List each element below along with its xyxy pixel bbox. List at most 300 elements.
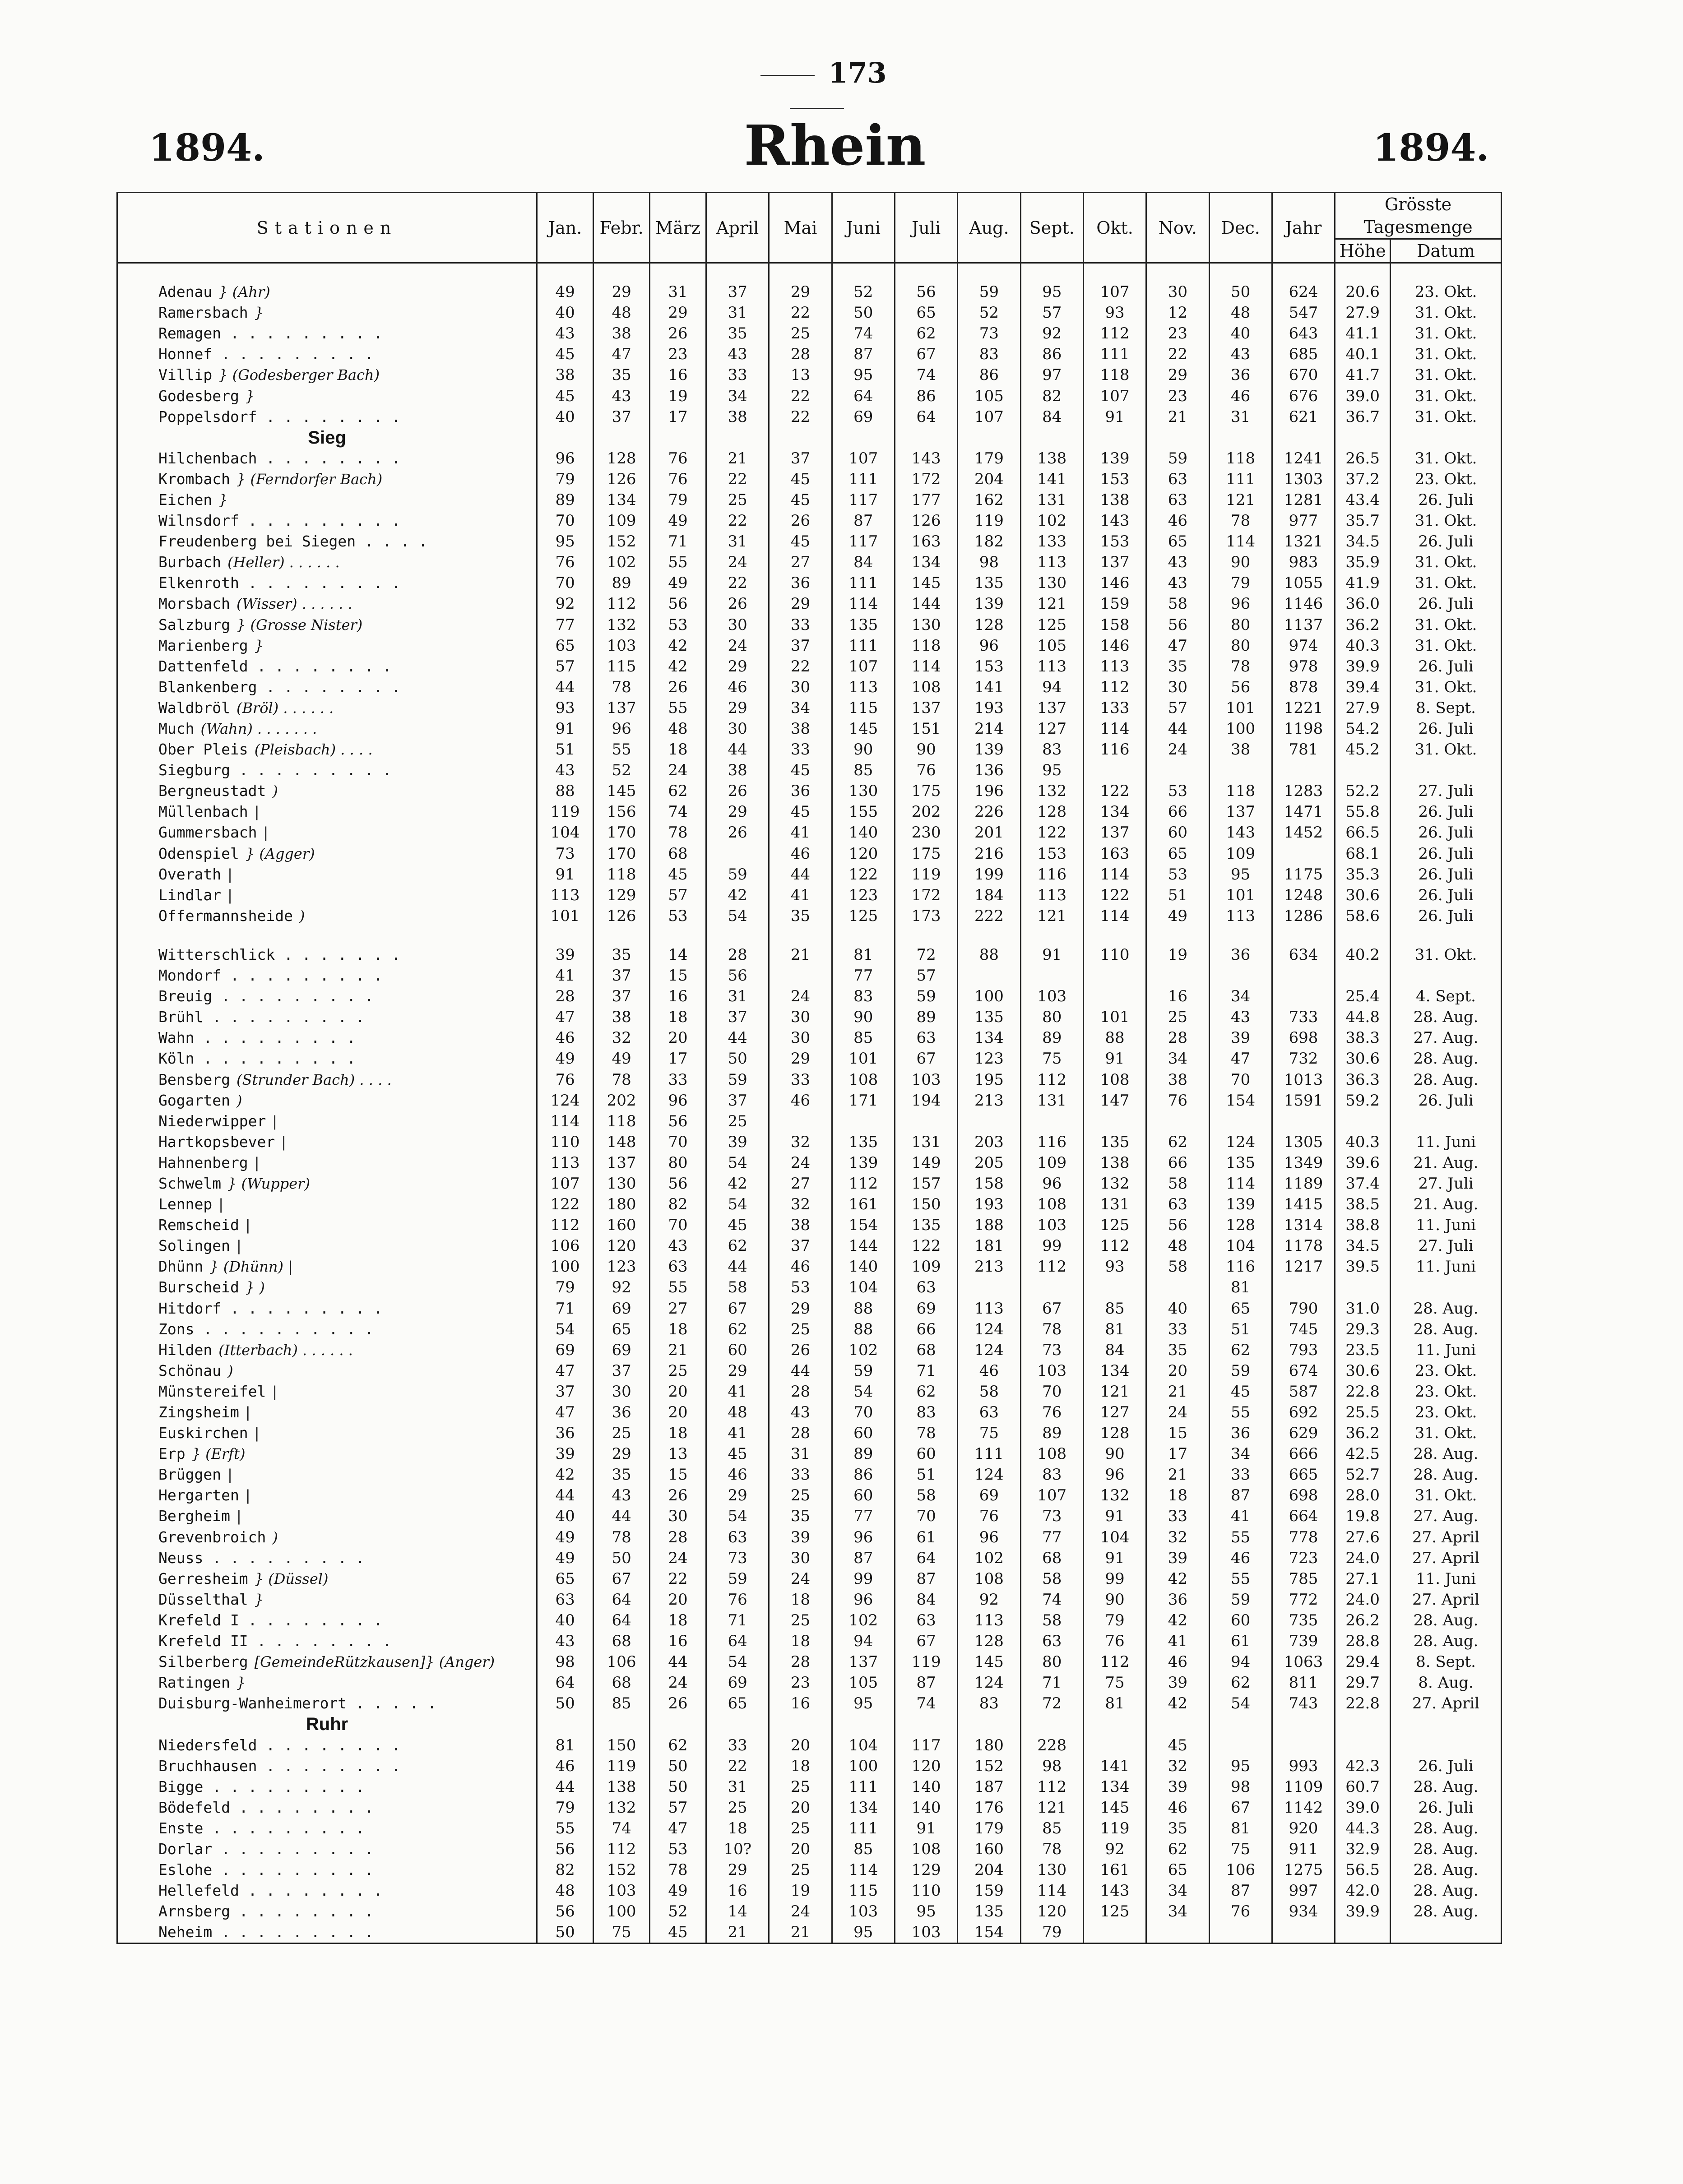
month-value: 49 — [537, 1048, 593, 1069]
month-value: 29 — [706, 801, 769, 822]
month-value: 31 — [706, 531, 769, 552]
spacer-cell — [1209, 926, 1272, 944]
max-height: 44.8 — [1335, 1007, 1391, 1027]
month-value: 138 — [1020, 448, 1083, 469]
month-value: 41 — [769, 885, 832, 906]
month-value: 31 — [706, 986, 769, 1007]
max-date: 23. Okt. — [1391, 282, 1502, 302]
month-value: 125 — [1020, 615, 1083, 635]
month-value: 102 — [958, 1548, 1020, 1569]
month-value: 111 — [958, 1444, 1020, 1464]
river-note: } (Ferndorfer Bach) — [236, 470, 383, 488]
month-value: 95 — [832, 1693, 895, 1714]
month-value: 150 — [895, 1194, 957, 1215]
station-name: Niedersfeld . . . . . . . . — [158, 1736, 401, 1754]
year-total: 778 — [1272, 1527, 1335, 1548]
month-value: 47 — [537, 1402, 593, 1423]
station-name: Witterschlick . . . . . . . — [158, 945, 401, 963]
month-value: 134 — [958, 1027, 1020, 1048]
month-value: 57 — [650, 885, 706, 906]
table-row — [117, 1756, 1502, 1777]
station-name: Hergarten — [158, 1486, 239, 1504]
header-month: Dec. — [1209, 193, 1272, 263]
month-value: 134 — [895, 552, 957, 573]
max-height: 45.2 — [1335, 739, 1391, 760]
month-value: 98 — [958, 552, 1020, 573]
station-cell — [117, 531, 537, 552]
month-value: 154 — [1209, 1090, 1272, 1111]
month-value: 62 — [650, 1735, 706, 1755]
empty-cell — [895, 1714, 957, 1735]
month-value: 63 — [1020, 1631, 1083, 1652]
month-value: 54 — [706, 906, 769, 926]
year-total: 743 — [1272, 1693, 1335, 1714]
month-value: 95 — [1020, 282, 1083, 302]
month-value: 53 — [1146, 781, 1209, 801]
empty-cell — [958, 1714, 1020, 1735]
table-row — [117, 1797, 1502, 1818]
month-value: 137 — [1020, 698, 1083, 718]
station-name: Solingen — [158, 1237, 230, 1255]
month-value: 43 — [593, 1485, 650, 1506]
month-value: 59 — [958, 282, 1020, 302]
max-height: 25.4 — [1335, 986, 1391, 1007]
month-value: 22 — [769, 656, 832, 677]
month-value: 33 — [1209, 1464, 1272, 1485]
month-value: 126 — [593, 906, 650, 926]
month-value: 137 — [1083, 552, 1146, 573]
month-value: 78 — [593, 677, 650, 698]
month-value: 38 — [706, 760, 769, 781]
max-height: 29.7 — [1335, 1672, 1391, 1693]
river-note: | — [227, 886, 232, 904]
month-value: 79 — [537, 1797, 593, 1818]
max-date: 27. Juli — [1391, 781, 1502, 801]
month-value: 104 — [537, 822, 593, 843]
month-value: 13 — [650, 1444, 706, 1464]
month-value: 25 — [769, 1485, 832, 1506]
month-value: 134 — [1083, 1360, 1146, 1381]
river-note: | — [218, 1196, 223, 1213]
river-note: | — [272, 1383, 278, 1400]
month-value: 108 — [895, 677, 957, 698]
month-value: 152 — [593, 1860, 650, 1880]
month-value: 81 — [832, 944, 895, 965]
station-cell — [117, 1569, 537, 1589]
station-name: Eichen — [158, 490, 213, 509]
month-value: 88 — [958, 944, 1020, 965]
month-value: 30 — [769, 677, 832, 698]
river-note: } — [218, 491, 228, 509]
station-name: Hellefeld . . . . . . . . — [158, 1882, 383, 1900]
station-cell — [117, 677, 537, 698]
month-value: 45 — [769, 490, 832, 510]
month-value: 57 — [650, 1797, 706, 1818]
month-value: 124 — [537, 1090, 593, 1111]
year-total: 1217 — [1272, 1256, 1335, 1277]
max-date — [1391, 760, 1502, 781]
max-height — [1335, 1735, 1391, 1755]
year-total: 723 — [1272, 1548, 1335, 1569]
month-value: 37 — [769, 448, 832, 469]
max-height: 27.6 — [1335, 1527, 1391, 1548]
page-title: Rhein — [744, 113, 926, 178]
month-value: 24 — [706, 635, 769, 656]
year-total: 735 — [1272, 1610, 1335, 1631]
month-value: 117 — [832, 531, 895, 552]
month-value: 80 — [1209, 635, 1272, 656]
month-value: 69 — [593, 1298, 650, 1319]
month-value: 44 — [769, 1360, 832, 1381]
month-value: 82 — [650, 1194, 706, 1215]
month-value: 141 — [1020, 469, 1083, 490]
month-value: 50 — [650, 1756, 706, 1777]
month-value: 98 — [1209, 1777, 1272, 1797]
month-value: 84 — [1083, 1340, 1146, 1360]
station-cell — [117, 656, 537, 677]
month-value: 43 — [593, 385, 650, 406]
month-value: 114 — [1083, 864, 1146, 885]
month-value: 50 — [593, 1548, 650, 1569]
max-height: 40.3 — [1335, 1132, 1391, 1152]
month-value: 29 — [706, 1360, 769, 1381]
station-cell — [117, 1360, 537, 1381]
month-value: 36 — [537, 1423, 593, 1444]
month-value: 125 — [1083, 1901, 1146, 1922]
max-date: 26. Juli — [1391, 906, 1502, 926]
month-value: 83 — [832, 986, 895, 1007]
table-row — [117, 1340, 1502, 1360]
month-value: 131 — [1083, 1194, 1146, 1215]
station-cell — [117, 1235, 537, 1256]
month-value: 54 — [706, 1652, 769, 1672]
month-value: 18 — [650, 1007, 706, 1027]
max-height: 34.5 — [1335, 1235, 1391, 1256]
table-row — [117, 1464, 1502, 1485]
month-value: 64 — [537, 1672, 593, 1693]
year-total: 911 — [1272, 1839, 1335, 1860]
month-value: 58 — [895, 1485, 957, 1506]
month-value: 73 — [958, 323, 1020, 344]
spacer-cell — [1083, 926, 1146, 944]
month-value: 76 — [537, 552, 593, 573]
month-value: 114 — [537, 1111, 593, 1132]
month-value: 48 — [1146, 1235, 1209, 1256]
max-height: 36.2 — [1335, 615, 1391, 635]
month-value: 75 — [593, 1922, 650, 1943]
month-value: 38 — [593, 323, 650, 344]
month-value: 30 — [769, 1027, 832, 1048]
month-value: 120 — [1020, 1901, 1083, 1922]
month-value: 89 — [537, 490, 593, 510]
max-height: 30.6 — [1335, 1360, 1391, 1381]
month-value: 120 — [895, 1756, 957, 1777]
max-height: 59.2 — [1335, 1090, 1391, 1111]
table-row — [117, 1235, 1502, 1256]
month-value: 121 — [1020, 906, 1083, 926]
station-cell — [117, 718, 537, 739]
month-value: 18 — [650, 1423, 706, 1444]
month-value: 54 — [706, 1506, 769, 1527]
month-value: 130 — [593, 1173, 650, 1194]
month-value: 113 — [537, 1152, 593, 1173]
station-cell — [117, 448, 537, 469]
month-value: 103 — [895, 1069, 957, 1090]
month-value: 24 — [769, 986, 832, 1007]
month-value: 29 — [593, 1444, 650, 1464]
month-value: 110 — [1083, 944, 1146, 965]
station-cell — [117, 469, 537, 490]
month-value: 78 — [593, 1069, 650, 1090]
month-value: 130 — [1020, 1860, 1083, 1880]
station-name: Adenau — [158, 283, 213, 301]
month-value: 37 — [593, 1360, 650, 1381]
year-total: 978 — [1272, 656, 1335, 677]
month-value: 41 — [706, 1423, 769, 1444]
month-value: 17 — [1146, 1444, 1209, 1464]
month-value: 45 — [650, 864, 706, 885]
month-value: 42 — [1146, 1693, 1209, 1714]
year-total: 624 — [1272, 282, 1335, 302]
month-value: 130 — [832, 781, 895, 801]
month-value: 21 — [706, 1922, 769, 1943]
table-row — [117, 822, 1502, 843]
station-name: Marienberg — [158, 636, 248, 654]
month-value: 228 — [1020, 1735, 1083, 1755]
station-cell — [117, 1298, 537, 1319]
month-value — [1146, 965, 1209, 986]
month-value: 46 — [1146, 1652, 1209, 1672]
table-row — [117, 385, 1502, 406]
group-heading: Ruhr — [117, 1714, 537, 1735]
month-value: 43 — [537, 323, 593, 344]
spacer-cell — [1083, 263, 1146, 282]
month-value: 161 — [1083, 1860, 1146, 1880]
river-note: } (Ahr) — [218, 283, 270, 301]
year-total: 1281 — [1272, 490, 1335, 510]
month-value: 115 — [593, 656, 650, 677]
month-value: 52 — [593, 760, 650, 781]
month-value: 30 — [650, 1506, 706, 1527]
month-value: 163 — [1083, 843, 1146, 864]
month-value: 63 — [537, 1589, 593, 1610]
month-value: 41 — [1209, 1506, 1272, 1527]
river-note: } ) — [245, 1279, 265, 1296]
month-value: 35 — [1146, 656, 1209, 677]
month-value: 59 — [706, 1569, 769, 1589]
month-value: 65 — [537, 635, 593, 656]
month-value: 50 — [706, 1048, 769, 1069]
month-value: 124 — [958, 1672, 1020, 1693]
station-name: Arnsberg . . . . . . . . — [158, 1902, 374, 1920]
month-value: 34 — [1146, 1880, 1209, 1901]
month-value: 40 — [537, 1506, 593, 1527]
spacer-row — [117, 263, 1502, 282]
year-total: 692 — [1272, 1402, 1335, 1423]
month-value: 46 — [706, 1464, 769, 1485]
month-value: 100 — [593, 1901, 650, 1922]
header-month: Mai — [769, 193, 832, 263]
month-value — [1146, 1277, 1209, 1298]
river-note: (Pleisbach) . . . . — [254, 741, 373, 759]
station-cell — [117, 1693, 537, 1714]
station-cell — [117, 1527, 537, 1548]
month-value — [1209, 760, 1272, 781]
month-value: 135 — [958, 1901, 1020, 1922]
station-cell — [117, 1152, 537, 1173]
month-value: 33 — [650, 1069, 706, 1090]
year-total: 685 — [1272, 344, 1335, 365]
max-date: 28. Aug. — [1391, 1818, 1502, 1839]
month-value: 33 — [769, 739, 832, 760]
station-name: Gogarten — [158, 1091, 230, 1109]
max-date: 27. April — [1391, 1589, 1502, 1610]
empty-cell — [706, 427, 769, 448]
month-value: 222 — [958, 906, 1020, 926]
header-month: Febr. — [593, 193, 650, 263]
month-value: 53 — [1146, 864, 1209, 885]
month-value: 37 — [593, 407, 650, 427]
table-row — [117, 843, 1502, 864]
month-value: 74 — [1020, 1589, 1083, 1610]
header-month: Nov. — [1146, 193, 1209, 263]
table-row — [117, 1194, 1502, 1215]
table-row — [117, 677, 1502, 698]
month-value: 111 — [832, 1777, 895, 1797]
month-value: 132 — [1083, 1485, 1146, 1506]
station-name: Ratingen — [158, 1674, 230, 1692]
month-value: 39 — [769, 1527, 832, 1548]
month-value: 37 — [706, 1090, 769, 1111]
month-value: 20 — [769, 1839, 832, 1860]
month-value: 78 — [593, 1527, 650, 1548]
max-height: 39.9 — [1335, 1901, 1391, 1922]
month-value: 96 — [832, 1527, 895, 1548]
month-value: 82 — [1020, 385, 1083, 406]
month-value: 39 — [706, 1132, 769, 1152]
year-total: 1415 — [1272, 1194, 1335, 1215]
month-value: 42 — [650, 656, 706, 677]
month-value: 49 — [650, 1880, 706, 1901]
month-value — [832, 1111, 895, 1132]
month-value: 22 — [706, 469, 769, 490]
month-value: 57 — [1146, 698, 1209, 718]
month-value: 53 — [650, 615, 706, 635]
month-value: 49 — [537, 1548, 593, 1569]
header-month: Jan. — [537, 193, 593, 263]
month-value: 112 — [1020, 1777, 1083, 1797]
max-height: 35.3 — [1335, 864, 1391, 885]
max-height: 66.5 — [1335, 822, 1391, 843]
month-value: 85 — [832, 1027, 895, 1048]
max-date: 11. Juni — [1391, 1132, 1502, 1152]
month-value: 28 — [1146, 1027, 1209, 1048]
river-note: (Wisser) . . . . . . — [236, 595, 352, 613]
header-max-date: Datum — [1391, 239, 1502, 263]
month-value: 158 — [958, 1173, 1020, 1194]
month-value: 108 — [1020, 1444, 1083, 1464]
max-date: 27. Juli — [1391, 1173, 1502, 1194]
station-cell — [117, 1256, 537, 1277]
month-value: 46 — [769, 1256, 832, 1277]
month-value: 132 — [1083, 1173, 1146, 1194]
month-value: 114 — [1083, 718, 1146, 739]
month-value: 103 — [593, 1880, 650, 1901]
river-note: (Wahn) . . . . . . . — [200, 720, 317, 738]
month-value: 37 — [769, 635, 832, 656]
month-value: 16 — [650, 1631, 706, 1652]
station-name: Enste . . . . . . . . . — [158, 1819, 365, 1837]
river-note: ) — [227, 1362, 233, 1379]
month-value: 131 — [1020, 1090, 1083, 1111]
max-date — [1391, 1735, 1502, 1755]
station-name: Krombach — [158, 470, 230, 488]
table-row — [117, 344, 1502, 365]
station-name: Wahn . . . . . . . . . — [158, 1029, 356, 1047]
month-value: 38 — [593, 1007, 650, 1027]
empty-cell — [1146, 1714, 1209, 1735]
month-value: 35 — [593, 944, 650, 965]
month-value: 48 — [593, 302, 650, 323]
month-value: 34 — [1209, 986, 1272, 1007]
month-value: 85 — [593, 1693, 650, 1714]
spacer-cell — [1391, 926, 1502, 944]
month-value: 86 — [832, 1464, 895, 1485]
month-value: 71 — [1020, 1672, 1083, 1693]
month-value: 38 — [1146, 1069, 1209, 1090]
month-value: 31 — [769, 1444, 832, 1464]
month-value: 36 — [1209, 365, 1272, 385]
table-row — [117, 718, 1502, 739]
year-total: 983 — [1272, 552, 1335, 573]
station-name: Hartkopsbever — [158, 1133, 275, 1151]
month-value: 135 — [832, 615, 895, 635]
month-value: 135 — [1083, 1132, 1146, 1152]
month-value: 46 — [1209, 385, 1272, 406]
month-value: 89 — [1020, 1027, 1083, 1048]
max-date: 26. Juli — [1391, 593, 1502, 614]
month-value: 76 — [650, 448, 706, 469]
max-date: 28. Aug. — [1391, 1880, 1502, 1901]
month-value: 83 — [1020, 739, 1083, 760]
table-body — [117, 263, 1502, 1943]
max-height: 39.5 — [1335, 1256, 1391, 1277]
station-name: Hilchenbach . . . . . . . . — [158, 449, 401, 467]
max-height: 68.1 — [1335, 843, 1391, 864]
month-value: 34 — [706, 385, 769, 406]
month-value: 78 — [650, 1860, 706, 1880]
month-value: 58 — [1146, 1256, 1209, 1277]
month-value: 56 — [706, 965, 769, 986]
max-height: 20.6 — [1335, 282, 1391, 302]
station-cell — [117, 1548, 537, 1569]
month-value: 132 — [1020, 781, 1083, 801]
month-value: 113 — [1020, 885, 1083, 906]
station-cell — [117, 1277, 537, 1298]
station-name: Bigge . . . . . . . . . — [158, 1777, 365, 1795]
month-value: 118 — [1209, 781, 1272, 801]
station-name: Schwelm — [158, 1174, 222, 1192]
month-value: 124 — [1209, 1132, 1272, 1152]
month-value: 34 — [769, 698, 832, 718]
month-value: 71 — [706, 1610, 769, 1631]
max-date: 28. Aug. — [1391, 1610, 1502, 1631]
max-date: 26. Juli — [1391, 1756, 1502, 1777]
month-value: 67 — [1209, 1797, 1272, 1818]
max-height: 39.6 — [1335, 1152, 1391, 1173]
month-value: 42 — [706, 1173, 769, 1194]
month-value: 145 — [832, 718, 895, 739]
